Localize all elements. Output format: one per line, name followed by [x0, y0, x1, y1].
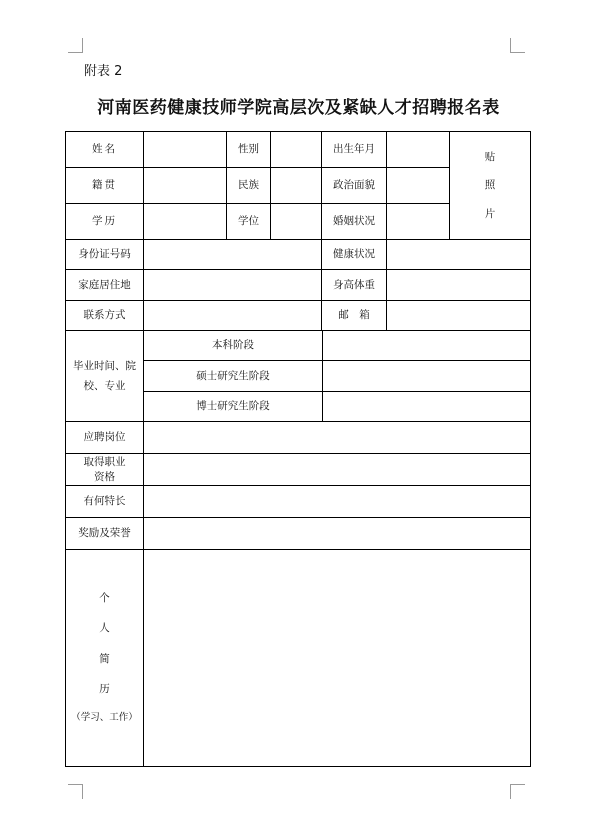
photo-label-2: 照 [484, 179, 496, 192]
input-degree[interactable] [271, 204, 321, 239]
label-qualification [66, 454, 143, 485]
input-resume[interactable] [144, 550, 530, 766]
input-native-place[interactable] [144, 168, 226, 203]
label-ethnicity: 民族 [238, 179, 259, 192]
input-qualification[interactable] [144, 454, 530, 485]
label-home-address: 家庭居住地 [78, 278, 131, 291]
label-graduation-line-1: 毕业时间、院 [73, 359, 136, 372]
crop-mark-bottom-left [68, 784, 83, 799]
label-master: 硕士研究生阶段 [196, 369, 270, 382]
input-specialty[interactable] [144, 486, 530, 517]
input-gender[interactable] [271, 132, 321, 167]
label-specialty: 有何特长 [83, 495, 126, 508]
label-name: 姓名 [92, 143, 117, 156]
annex-label: 附表 2 [84, 64, 123, 79]
label-birth-date: 出生年月 [333, 143, 375, 156]
crop-mark-top-left [68, 38, 83, 53]
photo-label-3: 片 [484, 207, 496, 220]
label-education: 学历 [92, 215, 117, 228]
label-contact: 联系方式 [83, 309, 126, 322]
input-email[interactable] [387, 301, 530, 330]
label-graduation-line-2: 校、专业 [83, 380, 126, 392]
input-home-address[interactable] [144, 270, 321, 300]
label-awards: 奖励及荣誉 [78, 527, 131, 540]
page-title: 河南医药健康技师学院高层次及紧缺人才招聘报名表 [97, 98, 500, 118]
label-height-weight: 身高体重 [333, 278, 375, 291]
input-education[interactable] [144, 204, 226, 239]
label-resume-char-4: 历 [99, 682, 110, 695]
label-graduation-info [66, 331, 143, 421]
input-id-number[interactable] [144, 240, 321, 269]
input-marital-status[interactable] [387, 204, 449, 239]
input-contact[interactable] [144, 301, 321, 330]
input-awards[interactable] [144, 518, 530, 549]
label-undergraduate: 本科阶段 [212, 339, 254, 352]
label-resume [66, 550, 143, 766]
input-health[interactable] [387, 240, 530, 269]
label-email: 邮 箱 [338, 309, 370, 322]
input-political-status[interactable] [387, 168, 449, 203]
input-birth-date[interactable] [387, 132, 449, 167]
label-political-status: 政治面貌 [333, 179, 375, 192]
label-qualification-line-2: 资格 [94, 470, 115, 483]
crop-mark-bottom-right [510, 784, 525, 799]
input-position[interactable] [144, 422, 530, 453]
label-resume-note: （学习、工作） [71, 711, 138, 723]
label-gender: 性别 [238, 143, 259, 156]
input-undergraduate[interactable] [323, 331, 530, 360]
label-marital-status: 婚姻状况 [333, 215, 375, 228]
crop-mark-top-right [510, 38, 525, 53]
photo-placeholder[interactable] [450, 132, 530, 239]
label-position: 应聘岗位 [83, 431, 126, 444]
label-id-number: 身份证号码 [78, 248, 131, 261]
label-health: 健康状况 [333, 248, 375, 261]
label-degree: 学位 [238, 215, 259, 228]
input-master[interactable] [323, 361, 530, 391]
label-qualification-line-1: 取得职业 [83, 456, 126, 469]
label-native-place: 籍贯 [92, 179, 117, 192]
label-resume-char-1: 个 [99, 592, 110, 605]
label-doctor: 博士研究生阶段 [196, 400, 270, 413]
input-doctor[interactable] [323, 392, 530, 421]
input-ethnicity[interactable] [271, 168, 321, 203]
label-resume-char-2: 人 [99, 622, 110, 635]
input-height-weight[interactable] [387, 270, 530, 300]
label-resume-char-3: 简 [99, 652, 110, 665]
photo-label-1: 贴 [484, 151, 496, 164]
input-name[interactable] [144, 132, 226, 167]
